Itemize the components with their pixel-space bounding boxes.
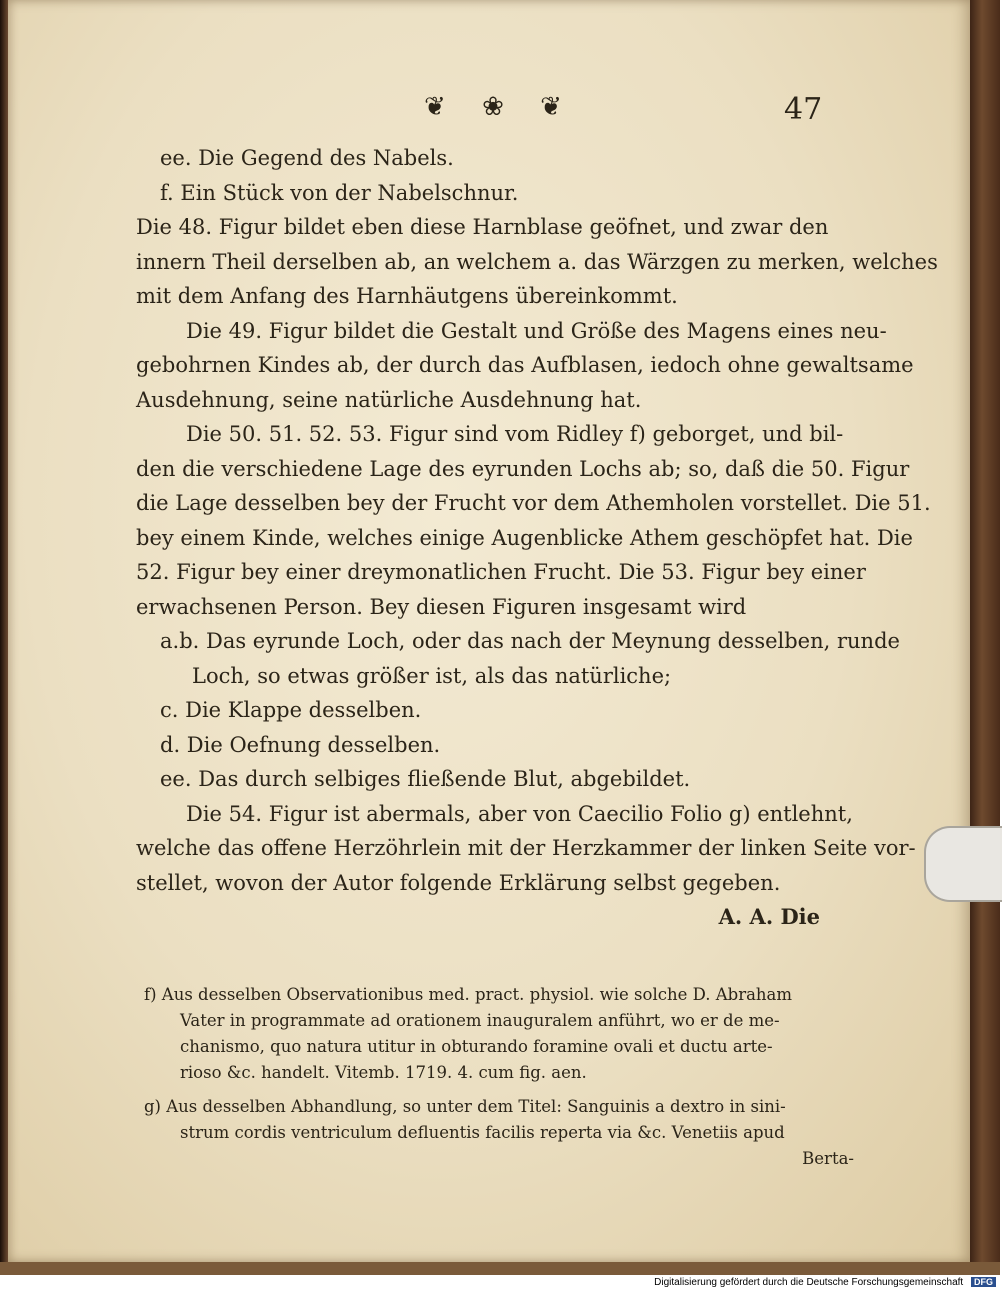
footnote-line: strum cordis ventriculum defluentis facilis reperta via &c. Venetiis apud [180, 1123, 785, 1142]
header-ornament: ❦ ❀ ❦ [424, 92, 576, 122]
body-text [136, 141, 938, 935]
footnote-line: g) Aus desselben Abhandlung, so unter dem Titel: Sanguinis a dextro in sini- [144, 1097, 786, 1116]
text-line: d. Die Oefnung desselben. [160, 732, 441, 757]
text-line: Ausdehnung, seine natürliche Ausdehnung hat. [136, 387, 642, 412]
text-line: Die 54. Figur ist abermals, aber von Caecilio Folio g) entlehnt, [186, 801, 853, 826]
footnote-catchword: Berta- [802, 1149, 854, 1168]
dfg-logo: DFG [971, 1277, 996, 1287]
text-line: ee. Die Gegend des Nabels. [160, 146, 454, 170]
page-number: 47 [784, 92, 823, 127]
text-line: erwachsenen Person. Bey diesen Figuren insgesamt wird [136, 594, 747, 619]
text-line: bey einem Kinde, welches einige Augenblicke Athem geschöpfet hat. Die [136, 525, 913, 550]
text-line: gebohrnen Kindes ab, der durch das Aufblasen, iedoch ohne gewaltsame [136, 353, 914, 377]
text-line: mit dem Anfang des Harnhäutgens übereinkommt. [136, 284, 678, 308]
text-line: Die 49. Figur bildet die Gestalt und Größe des Magens eines neu- [186, 318, 887, 343]
text-line: stellet, wovon der Autor folgende Erklärung selbst gegeben. [136, 870, 781, 895]
footnote-line: rioso &c. handelt. Vitemb. 1719. 4. cum fig. aen. [180, 1063, 587, 1082]
text-line: c. Die Klappe desselben. [160, 698, 422, 722]
text-line: ee. Das durch selbiges fließende Blut, abgebildet. [160, 767, 691, 791]
catchword: A. A. Die [718, 904, 820, 929]
text-line: innern Theil derselben ab, an welchem a. das Wärzgen zu merken, welches [136, 249, 938, 274]
footnote-line: chanismo, quo natura utitur in obturando foramine ovali et ductu arte- [180, 1037, 773, 1056]
text-line: Die 50. 51. 52. 53. Figur sind vom Ridley f) geborget, und bil- [186, 422, 844, 446]
footnotes [144, 982, 864, 1172]
footnote-line: f) Aus desselben Observationibus med. pract. physiol. wie solche D. Abraham [144, 985, 793, 1004]
footer-credit: Digitalisierung gefördert durch die Deutsche Forschungsgemeinschaft [654, 1277, 964, 1288]
footnote-line: Vater in programmate ad orationem inauguralem anführt, wo er de me- [180, 1011, 780, 1030]
book-spine [970, 0, 1000, 1275]
text-line: a.b. Das eyrunde Loch, oder das nach der Meynung desselben, runde [160, 629, 900, 653]
text-line: den die verschiedene Lage des eyrunden Lochs ab; so, daß die 50. Figur [136, 456, 910, 481]
text-line: die Lage desselben bey der Frucht vor dem Athemholen vorstellet. Die 51. [136, 491, 931, 515]
text-line: welche das offene Herzöhrlein mit der Herzkammer der linken Seite vor- [136, 836, 916, 860]
digitization-footer [0, 1275, 1000, 1292]
text-line: Die 48. Figur bildet eben diese Harnblase geöfnet, und zwar den [136, 215, 829, 239]
text-line: Loch, so etwas größer ist, als das natürliche; [192, 663, 672, 688]
page-bottom-edge [0, 1262, 1000, 1275]
page-turn-tab[interactable] [924, 826, 1002, 902]
text-line: 52. Figur bey einer dreymonatlichen Frucht. Die 53. Figur bey einer [136, 560, 866, 584]
text-line: f. Ein Stück von der Nabelschnur. [160, 180, 519, 205]
book-left-edge [0, 0, 8, 1275]
